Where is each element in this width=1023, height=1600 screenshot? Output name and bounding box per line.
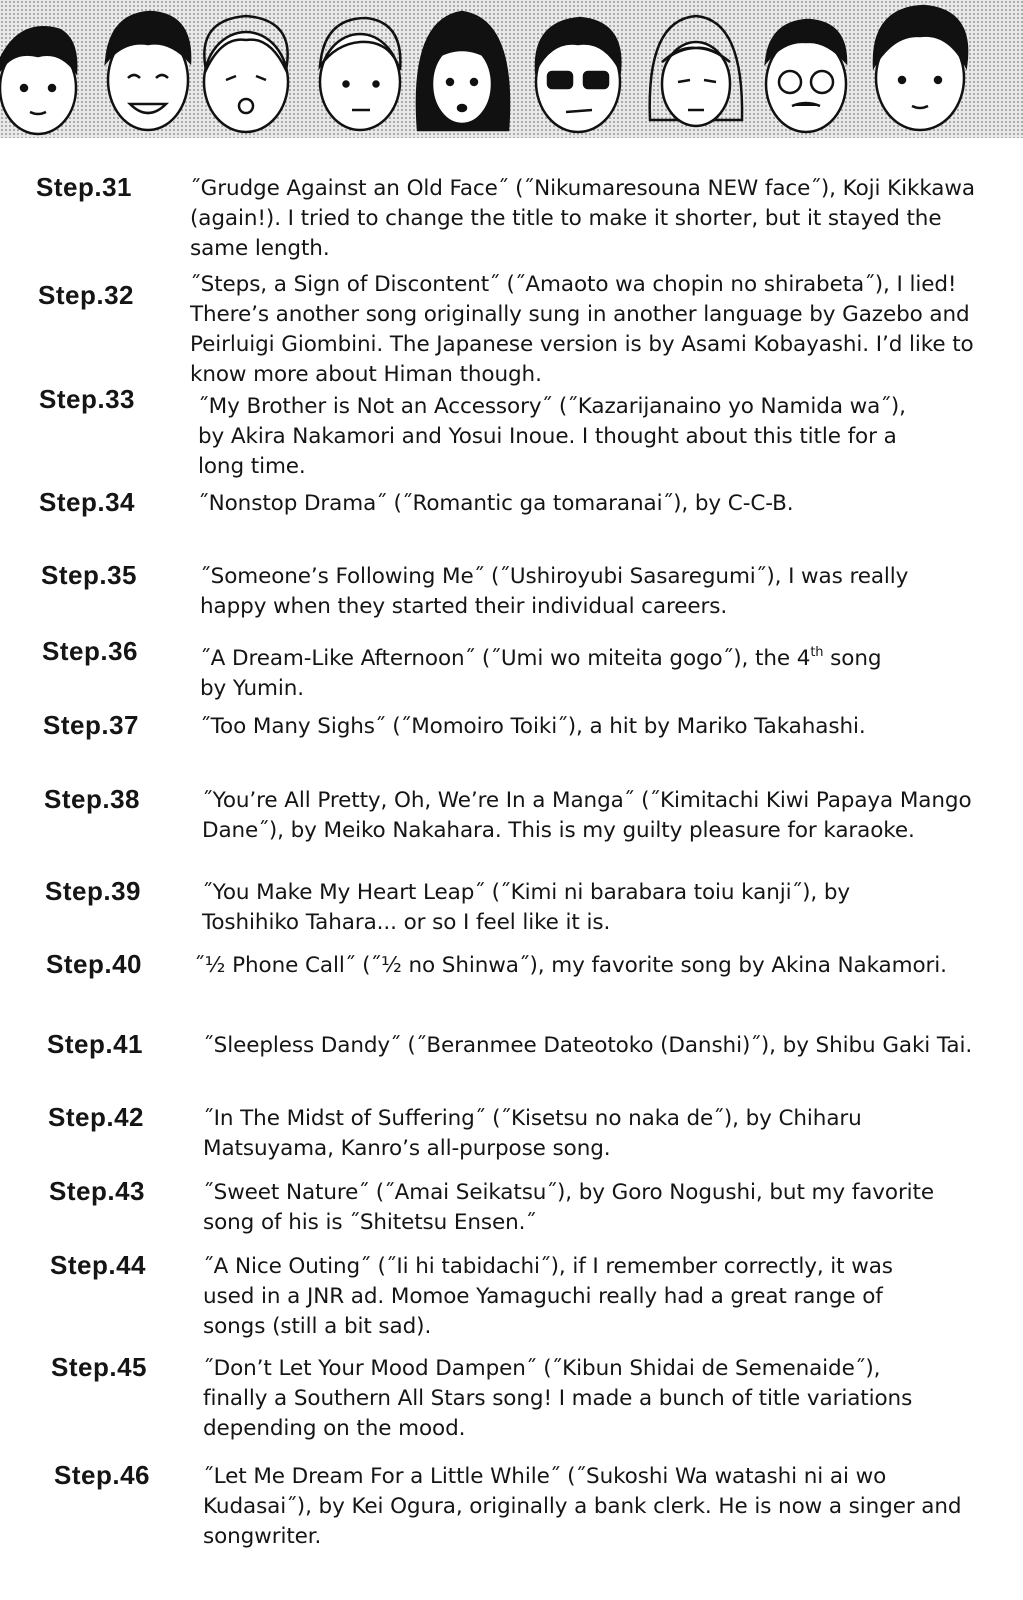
step-description: ˝Nonstop Drama˝ (˝Romantic ga tomaranai˝), by C-C-B.	[198, 491, 794, 516]
step-number: Step.39	[45, 876, 141, 906]
face-7	[650, 16, 742, 126]
face-5	[417, 12, 509, 130]
step-number: Step.43	[49, 1176, 145, 1206]
step-number: Step.37	[43, 710, 139, 740]
step-description-text-end: song by Yumin.	[200, 646, 882, 701]
step-description: ˝You Make My Heart Leap˝ (˝Kimi ni barabara toiu kanji˝), by Toshihiko Tahara... or so I feel like it is.	[202, 880, 851, 935]
ordinal-suffix: th	[810, 645, 824, 660]
step-description: ˝You’re All Pretty, Oh, We’re In a Manga˝ (˝Kimitachi Kiwi Papaya Mango Dane˝), by Meiko Nakahara. This is my guilty pleasure for karaoke.	[202, 788, 972, 843]
face-6	[536, 18, 620, 132]
step-description-text: ˝A Dream-Like Afternoon˝ (˝Umi wo miteita gogo˝), the 4	[200, 646, 811, 671]
step-description: ˝Someone’s Following Me˝ (˝Ushiroyubi Sasaregumi˝), I was really happy when they started their individual careers.	[200, 564, 909, 619]
face-4	[320, 18, 400, 130]
step-number: Step.33	[39, 384, 135, 414]
step-number: Step.38	[44, 784, 140, 814]
step-description: ˝Sweet Nature˝ (˝Amai Seikatsu˝), by Goro Nogushi, but my favorite song of his is ˝Shitetsu Ensen.˝	[203, 1180, 935, 1235]
face-9	[874, 6, 967, 130]
step-description: ˝A Nice Outing˝ (˝Ii hi tabidachi˝), if I remember correctly, it was used in a JNR ad. Momoe Yamaguchi really had a great range of songs (still a bit sad).	[203, 1254, 893, 1339]
step-number: Step.45	[51, 1352, 147, 1382]
step-description: ˝Grudge Against an Old Face˝ (˝Nikumaresouna NEW face˝), Koji Kikkawa (again!). I tried to change the title to make it shorter, but it stayed the same length.	[190, 176, 975, 261]
step-description: ˝My Brother is Not an Accessory˝ (˝Kazarijanaino yo Namida wa˝), by Akira Nakamori and Yosui Inoue. I thought about this title for a long time.	[198, 394, 906, 479]
step-description: ˝In The Midst of Suffering˝ (˝Kisetsu no naka de˝), by Chiharu Matsuyama, Kanro’s all-purpose song.	[203, 1106, 862, 1161]
step-number: Step.31	[36, 172, 132, 202]
step-number: Step.46	[54, 1460, 150, 1490]
character-faces-banner	[0, 0, 1023, 138]
step-number: Step.42	[48, 1102, 144, 1132]
step-number: Step.35	[41, 560, 137, 590]
step-description: ˝½ Phone Call˝ (˝½ no Shinwa˝), my favorite song by Akina Nakamori.	[194, 953, 947, 978]
step-description: ˝Let Me Dream For a Little While˝ (˝Sukoshi Wa watashi ni ai wo Kudasai˝), by Kei Ogura, originally a bank clerk. He is now a singer and songwriter.	[203, 1464, 962, 1549]
step-number: Step.36	[42, 636, 138, 666]
step-description: ˝Steps, a Sign of Discontent˝ (˝Amaoto wa chopin no shirabeta˝), I lied! There’s another song originally sung in another language by Gazebo and Peirluigi Giombini. The Japanese version is by Asami Kobayashi. I’d like to know more about Himan though.	[190, 272, 974, 387]
step-number: Step.32	[38, 280, 134, 310]
face-3	[204, 16, 288, 132]
step-description: ˝Too Many Sighs˝ (˝Momoiro Toiki˝), a hit by Mariko Takahashi.	[200, 714, 866, 739]
step-description	[200, 638, 890, 704]
step-number: Step.34	[39, 487, 135, 517]
step-description: ˝Don’t Let Your Mood Dampen˝ (˝Kibun Shidai de Semenaide˝), finally a Southern All Stars song! I made a bunch of title variations depending on the mood.	[203, 1356, 913, 1441]
step-description: ˝Sleepless Dandy˝ (˝Beranmee Dateotoko (Danshi)˝), by Shibu Gaki Tai.	[203, 1033, 973, 1058]
step-number: Step.41	[47, 1029, 143, 1059]
character-faces-illustration	[0, 0, 1023, 138]
step-number: Step.40	[46, 949, 142, 979]
step-number: Step.44	[50, 1250, 146, 1280]
face-8	[766, 20, 846, 132]
face-1	[0, 27, 76, 134]
face-2	[106, 12, 190, 130]
